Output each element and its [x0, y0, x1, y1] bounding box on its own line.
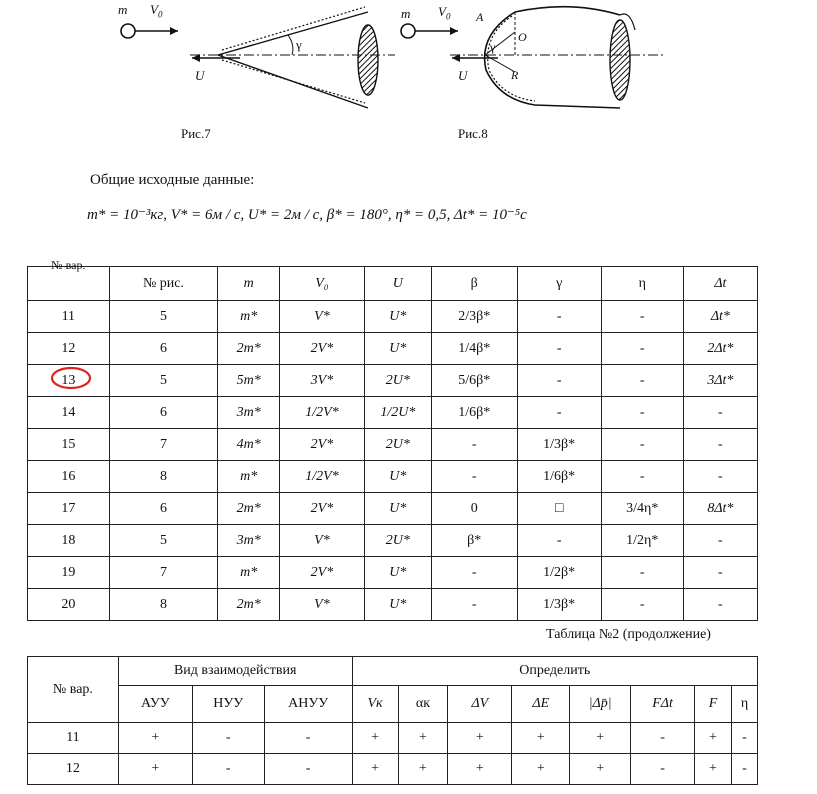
- header-cell: β: [431, 267, 517, 301]
- table-cell: +: [695, 754, 732, 785]
- table-cell: 17: [28, 493, 110, 525]
- table-cell: □: [517, 493, 601, 525]
- table-cell: 1/3β*: [517, 429, 601, 461]
- table-cell: -: [601, 301, 683, 333]
- table-cell: 2/3β*: [431, 301, 517, 333]
- table-cell: -: [683, 429, 757, 461]
- table-cell: 1/6β*: [431, 397, 517, 429]
- table-cell: 8: [109, 461, 218, 493]
- table-cell: -: [517, 525, 601, 557]
- fig8-label-a: A: [476, 10, 484, 24]
- table-cell: +: [695, 723, 732, 754]
- table-cell: 1/3β*: [517, 589, 601, 621]
- table-row: [28, 754, 758, 785]
- table-cell: 11: [28, 723, 119, 754]
- header-cell: № рис.: [109, 267, 218, 301]
- table-cell: -: [192, 754, 264, 785]
- sub-header-cell: Vк: [352, 686, 398, 723]
- sub-header-cell: F: [695, 686, 732, 723]
- table-cell: 3/4η*: [601, 493, 683, 525]
- table-cell: m*: [218, 301, 280, 333]
- table-cell: -: [431, 461, 517, 493]
- table-cell: m*: [218, 557, 280, 589]
- header-cell: η: [601, 267, 683, 301]
- table-cell: 2m*: [218, 333, 280, 365]
- table-cell: 4m*: [218, 429, 280, 461]
- table-cell: +: [118, 754, 192, 785]
- table-cell: 2Δt*: [683, 333, 757, 365]
- table-cell: -: [601, 397, 683, 429]
- table-cell: U*: [364, 557, 431, 589]
- table-cell: U*: [364, 333, 431, 365]
- table-cell: 14: [28, 397, 110, 429]
- table-cell: -: [683, 397, 757, 429]
- fig8-label-o: O: [518, 30, 527, 44]
- table-cell: 5: [109, 365, 218, 397]
- fig8-label-u: U: [458, 68, 468, 83]
- table-row: [28, 429, 758, 461]
- table-cell: 7: [109, 429, 218, 461]
- sub-header-cell: ΔE: [512, 686, 570, 723]
- table-cell: 1/2β*: [517, 557, 601, 589]
- table-cell: -: [683, 525, 757, 557]
- table-cell: -: [601, 429, 683, 461]
- table-cell: +: [448, 723, 512, 754]
- table-cell: -: [517, 333, 601, 365]
- table-cell: -: [192, 723, 264, 754]
- col-var-header: № вар.: [28, 657, 119, 723]
- table-cell: +: [352, 754, 398, 785]
- table-cell: 3m*: [218, 397, 280, 429]
- table-cell: 5m*: [218, 365, 280, 397]
- table-cell: -: [601, 461, 683, 493]
- table-cell: -: [731, 754, 757, 785]
- group-determine-header: Определить: [352, 657, 757, 686]
- sub-header-cell: ΔV: [448, 686, 512, 723]
- table2-caption: Таблица №2 (продолжение): [546, 627, 711, 642]
- table-cell: -: [431, 557, 517, 589]
- table-cell: -: [431, 589, 517, 621]
- table-cell: +: [570, 754, 631, 785]
- interaction-table: [27, 656, 758, 785]
- sub-header-cell: η: [731, 686, 757, 723]
- table-cell: 12: [28, 333, 110, 365]
- table-cell: 13: [28, 365, 110, 397]
- group-interaction-header: Вид взаимодействия: [118, 657, 352, 686]
- table-cell: 5: [109, 301, 218, 333]
- variants-table: [27, 258, 758, 621]
- sub-header-cell: НУУ: [192, 686, 264, 723]
- table-cell: -: [264, 754, 352, 785]
- header-cell: V₀: [279, 267, 364, 301]
- table-cell: U*: [364, 461, 431, 493]
- table-cell: +: [512, 723, 570, 754]
- table-row: [28, 461, 758, 493]
- sub-header-cell: αк: [398, 686, 448, 723]
- table-cell: -: [683, 589, 757, 621]
- table-cell: β*: [431, 525, 517, 557]
- table-row: [28, 589, 758, 621]
- table-cell: U*: [364, 493, 431, 525]
- table-cell: 11: [28, 301, 110, 333]
- table-cell: 1/2V*: [279, 397, 364, 429]
- table-cell: +: [570, 723, 631, 754]
- table-cell: 2m*: [218, 493, 280, 525]
- fig8-label-gamma: γ: [490, 40, 496, 54]
- table-header-row: [28, 267, 758, 301]
- particle-circle: [121, 24, 135, 38]
- table-cell: -: [431, 429, 517, 461]
- sub-header-cell: АНУУ: [264, 686, 352, 723]
- table-cell: 7: [109, 557, 218, 589]
- table-cell: 3Δt*: [683, 365, 757, 397]
- table-cell: 1/2U*: [364, 397, 431, 429]
- table-cell: 2V*: [279, 333, 364, 365]
- table-cell: 0: [431, 493, 517, 525]
- table-cell: -: [601, 557, 683, 589]
- fig8-label-m: m: [401, 6, 411, 21]
- table-cell: 2U*: [364, 365, 431, 397]
- table-cell: U*: [364, 301, 431, 333]
- table-cell: V*: [279, 525, 364, 557]
- table-cell: 8: [109, 589, 218, 621]
- table-cell: 1/4β*: [431, 333, 517, 365]
- table-row: [28, 301, 758, 333]
- table-cell: -: [601, 365, 683, 397]
- fig7-label-gamma: γ: [296, 37, 302, 52]
- table-cell: 5: [109, 525, 218, 557]
- table-cell: 2U*: [364, 429, 431, 461]
- table-cell: 2V*: [279, 557, 364, 589]
- table-cell: 2V*: [279, 429, 364, 461]
- table-cell: 1/2η*: [601, 525, 683, 557]
- fig8-label-v0: $V_0$: [438, 4, 451, 22]
- figure-7-caption: Рис.7: [181, 126, 211, 141]
- table-row: [28, 397, 758, 429]
- table-cell: 2m*: [218, 589, 280, 621]
- table-cell: 2V*: [279, 493, 364, 525]
- table-cell: -: [601, 589, 683, 621]
- sub-header-cell: FΔt: [631, 686, 695, 723]
- table-cell: 6: [109, 493, 218, 525]
- table-cell: 18: [28, 525, 110, 557]
- header-cell: Δt: [683, 267, 757, 301]
- fig8-label-r: R: [511, 68, 519, 82]
- table-cell: 12: [28, 754, 119, 785]
- table-cell: -: [631, 754, 695, 785]
- header-cell: № вар.: [28, 267, 110, 301]
- table-cell: m*: [218, 461, 280, 493]
- table-cell: V*: [279, 301, 364, 333]
- table-cell: -: [264, 723, 352, 754]
- table-cell: 3V*: [279, 365, 364, 397]
- table-cell: -: [683, 557, 757, 589]
- table-row: [28, 723, 758, 754]
- table-cell: 8Δt*: [683, 493, 757, 525]
- table-cell: 6: [109, 397, 218, 429]
- table-cell: 1/6β*: [517, 461, 601, 493]
- header-cell: γ: [517, 267, 601, 301]
- table-row: [28, 493, 758, 525]
- table-cell: 20: [28, 589, 110, 621]
- table-cell: +: [352, 723, 398, 754]
- sub-header-cell: АУУ: [118, 686, 192, 723]
- table-cell: 3m*: [218, 525, 280, 557]
- table-cell: +: [398, 723, 448, 754]
- fig7-label-v0: $V_0$: [150, 2, 163, 20]
- table-cell: 15: [28, 429, 110, 461]
- header-cell: U: [364, 267, 431, 301]
- table-row: [28, 557, 758, 589]
- table-cell: -: [517, 365, 601, 397]
- table-cell: +: [512, 754, 570, 785]
- table-cell: +: [118, 723, 192, 754]
- table-cell: +: [448, 754, 512, 785]
- formula: m* = 10⁻³кг, V* = 6м / с, U* = 2м / с, β* = 180°, η* = 0,5, Δt* = 10⁻⁵с: [87, 207, 527, 223]
- table-row: [28, 333, 758, 365]
- table-row: [28, 365, 758, 397]
- table-cell: +: [398, 754, 448, 785]
- table2-subheader-row: [28, 686, 758, 723]
- table-cell: -: [517, 397, 601, 429]
- table-cell: -: [683, 461, 757, 493]
- particle-circle: [401, 24, 415, 38]
- table-cell: -: [517, 301, 601, 333]
- table-cell: -: [601, 333, 683, 365]
- figure-8-caption: Рис.8: [458, 126, 488, 141]
- figure-8-drawing: [390, 0, 670, 115]
- table-cell: 5/6β*: [431, 365, 517, 397]
- table-cell: U*: [364, 589, 431, 621]
- table-cell: 1/2V*: [279, 461, 364, 493]
- highlight-circle: [48, 364, 94, 392]
- header-cell: m: [218, 267, 280, 301]
- table-cell: Δt*: [683, 301, 757, 333]
- table-row: [28, 525, 758, 557]
- table-cell: 16: [28, 461, 110, 493]
- table-cell: -: [631, 723, 695, 754]
- section-heading: Общие исходные данные:: [90, 172, 255, 188]
- table-cell: V*: [279, 589, 364, 621]
- table-cell: 19: [28, 557, 110, 589]
- fig7-label-m: m: [118, 2, 128, 17]
- sub-header-cell: |Δp̄|: [570, 686, 631, 723]
- table-cell: 2U*: [364, 525, 431, 557]
- table-cell: -: [731, 723, 757, 754]
- fig7-label-u: U: [195, 68, 205, 83]
- table-cell: 6: [109, 333, 218, 365]
